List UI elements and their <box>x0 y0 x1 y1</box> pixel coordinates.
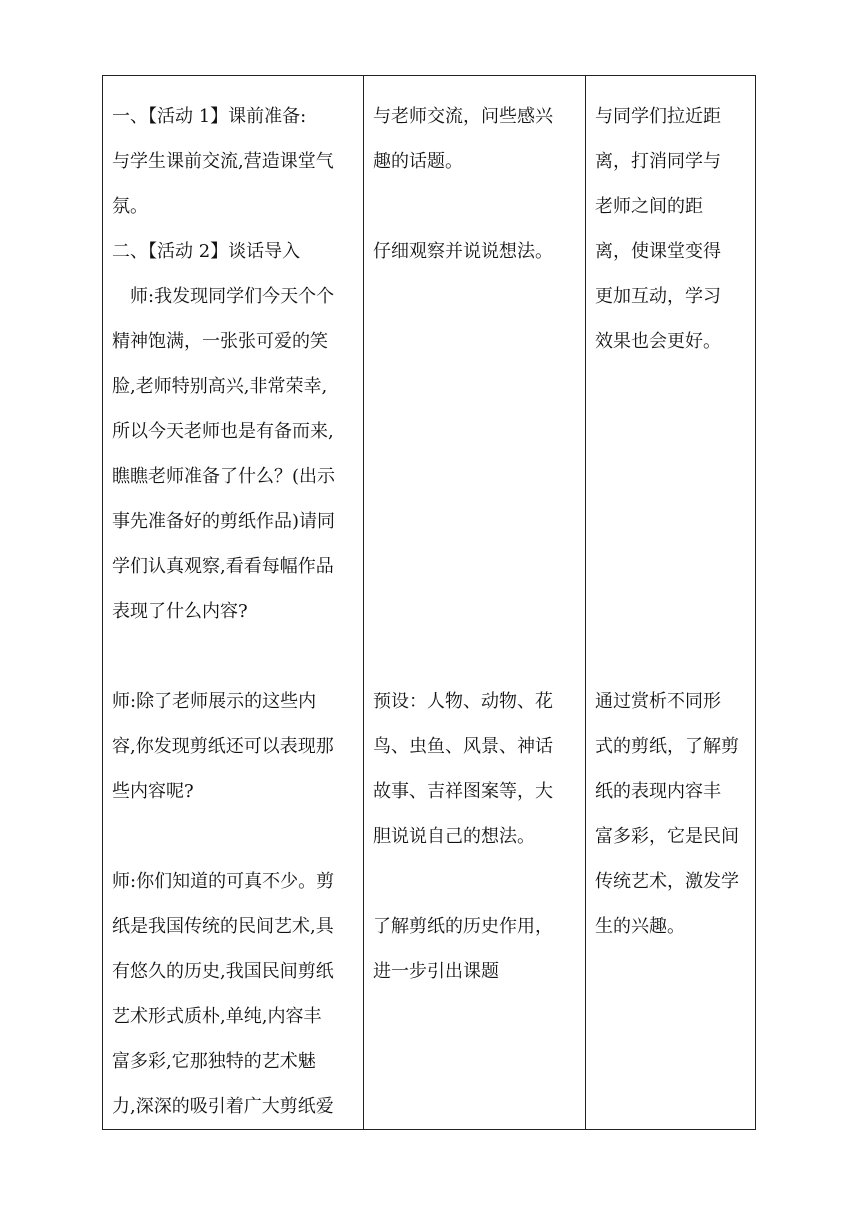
blank-line <box>373 274 577 319</box>
intent-line: 通过赏析不同形 <box>595 691 721 712</box>
blank-line <box>373 544 577 589</box>
blank-line <box>595 544 747 589</box>
student-line: 进一步引出课题 <box>373 961 499 982</box>
blank-line <box>595 634 747 679</box>
student-line: 仔细观察并说说想法。 <box>373 241 553 262</box>
student-line: 预设：人物、动物、花 <box>373 691 553 712</box>
teacher-activity-cell <box>103 76 364 1130</box>
blank-line <box>595 589 747 634</box>
teacher-line: 一、【活动 1】课前准备: <box>112 106 307 127</box>
teacher-line: 艺术形式质朴,单纯,内容丰 <box>112 1006 322 1027</box>
student-line: 鸟、虫鱼、风景、神话 <box>373 736 553 757</box>
blank-line <box>373 859 577 904</box>
intent-line: 生的兴趣。 <box>595 916 685 937</box>
teacher-line: 氛。 <box>112 196 148 217</box>
teacher-line: 些内容呢? <box>112 781 194 802</box>
teacher-line: 师:我发现同学们今天个个 <box>130 286 335 307</box>
student-activity-cell <box>364 76 586 1130</box>
intent-line: 与同学们拉近距 <box>595 106 721 127</box>
student-line: 了解剪纸的历史作用， <box>373 916 553 937</box>
blank-line <box>595 499 747 544</box>
blank-line <box>595 454 747 499</box>
student-line: 胆说说自己的想法。 <box>373 826 535 847</box>
student-line: 故事、吉祥图案等，大 <box>373 781 553 802</box>
blank-line <box>373 184 577 229</box>
blank-line <box>373 589 577 634</box>
teacher-line: 有悠久的历史,我国民间剪纸 <box>112 961 334 982</box>
teacher-line: 二、【活动 2】谈话导入 <box>112 241 301 262</box>
blank-line <box>595 364 747 409</box>
teacher-line: 事先准备好的剪纸作品)请同 <box>112 511 336 532</box>
table-row <box>103 76 756 1130</box>
blank-line <box>373 454 577 499</box>
blank-line <box>112 814 355 859</box>
blank-line <box>373 499 577 544</box>
blank-line <box>373 364 577 409</box>
teacher-line: 师:你们知道的可真不少。剪 <box>112 871 335 892</box>
blank-line <box>595 409 747 454</box>
blank-line <box>373 634 577 679</box>
teacher-line: 与学生课前交流,营造课堂气 <box>112 151 334 172</box>
teacher-line: 学们认真观察,看看每幅作品 <box>112 556 334 577</box>
teacher-line: 容,你发现剪纸还可以表现那 <box>112 736 334 757</box>
intent-line: 纸的表现内容丰 <box>595 781 721 802</box>
student-line: 趣的话题。 <box>373 151 463 172</box>
intent-line: 富多彩，它是民间 <box>595 826 739 847</box>
design-intent-cell <box>586 76 756 1130</box>
teacher-line: 富多彩,它那独特的艺术魅 <box>112 1051 316 1072</box>
teacher-line: 瞧瞧老师准备了什么？(出示 <box>112 466 336 487</box>
intent-line: 离，使课堂变得 <box>595 241 721 262</box>
teacher-line: 纸是我国传统的民间艺术,具 <box>112 916 334 937</box>
teacher-line: 脸,老师特别高兴,非常荣幸, <box>112 376 328 397</box>
blank-line <box>373 409 577 454</box>
intent-line: 效果也会更好。 <box>595 331 721 352</box>
intent-line: 老师之间的距 <box>595 196 703 217</box>
blank-line <box>373 319 577 364</box>
blank-line <box>112 634 355 679</box>
intent-line: 传统艺术，激发学 <box>595 871 739 892</box>
intent-line: 离，打消同学与 <box>595 151 721 172</box>
lesson-plan-table <box>102 75 756 1130</box>
student-line: 与老师交流，问些感兴 <box>373 106 553 127</box>
teacher-line: 表现了什么内容? <box>112 601 248 622</box>
intent-line: 式的剪纸，了解剪 <box>595 736 739 757</box>
teacher-line: 所以今天老师也是有备而来, <box>112 421 334 442</box>
teacher-line: 力,深深的吸引着广大剪纸爱 <box>112 1096 334 1117</box>
intent-line: 更加互动，学习 <box>595 286 721 307</box>
teacher-line: 师:除了老师展示的这些内 <box>112 691 317 712</box>
teacher-line: 精神饱满，一张张可爱的笑 <box>112 331 328 352</box>
